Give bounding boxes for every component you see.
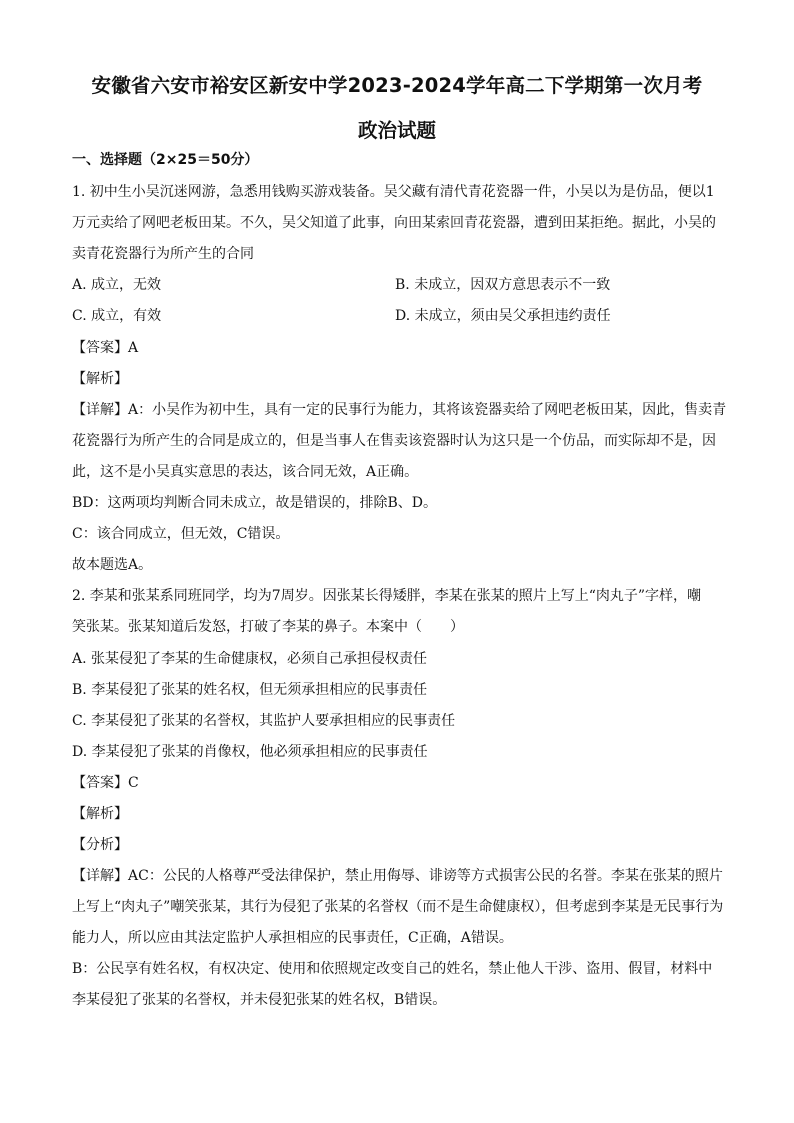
q2-detail-line2: 上写上“肉丸子”嘲笑张某，其行为侵犯了张某的名誉权（而不是生命健康权），但考虑到李某是无民事行为 (72, 899, 724, 915)
q1-option-c: C. 成立，有效 (72, 308, 162, 324)
q2-detail-line5: 李某侵犯了张某的名誉权，并未侵犯张某的姓名权，B错误。 (72, 992, 447, 1008)
q1-stem-line3: 卖青花瓷器行为所产生的合同 (72, 246, 254, 262)
q1-detail-line5: C：该合同成立，但无效，C错误。 (72, 526, 290, 542)
q2-option-b: B. 李某侵犯了张某的姓名权，但无须承担相应的民事责任 (72, 682, 428, 698)
q2-detail-line4: B：公民享有姓名权，有权决定、使用和依照规定改变自己的姓名，禁止他人干涉、盗用、假冒，材料中 (72, 961, 713, 977)
q1-option-d: D. 未成立，须由吴父承担违约责任 (395, 308, 611, 324)
q2-fenxi-label: 【分析】 (72, 837, 128, 853)
q2-option-a: A. 张某侵犯了李某的生命健康权，必须自己承担侵权责任 (72, 651, 428, 667)
q1-options-row2 (72, 306, 728, 326)
q1-stem-line2: 万元卖给了网吧老板田某。不久，吴父知道了此事，向田某索回青花瓷器，遭到田某拒绝。据此，小吴的 (72, 215, 716, 231)
section-heading: 一、选择题（2×25＝50分） (72, 152, 259, 168)
q1-analysis-label: 【解析】 (72, 371, 128, 387)
q1-option-b: B. 未成立，因双方意思表示不一致 (395, 277, 611, 293)
q2-stem-line1: 2. 李某和张某系同班同学，均为7周岁。因张某长得矮胖，李某在张某的照片上写上“肉丸子”字样，嘲 (72, 588, 702, 604)
q1-options-row1 (72, 275, 728, 295)
document-subtitle: 政治试题 (357, 119, 436, 142)
q2-answer: 【答案】C (72, 775, 139, 791)
q2-option-c: C. 李某侵犯了张某的名誉权，其监护人要承担相应的民事责任 (72, 713, 456, 729)
q1-detail-line3: 此，这不是小吴真实意思的表达，该合同无效，A正确。 (72, 464, 419, 480)
q2-option-d: D. 李某侵犯了张某的肖像权，他必须承担相应的民事责任 (72, 744, 428, 760)
q2-detail-line1: 【详解】AC：公民的人格尊严受法律保护，禁止用侮辱、诽谤等方式损害公民的名誉。李某在张某的照片 (72, 868, 723, 884)
q1-option-a: A. 成立，无效 (72, 277, 162, 293)
q1-answer: 【答案】A (72, 340, 139, 356)
q2-detail-line3: 能力人，所以应由其法定监护人承担相应的民事责任，C正确，A错误。 (72, 930, 513, 946)
q1-stem-line1: 1. 初中生小吴沉迷网游，急悉用钱购买游戏装备。吴父藏有清代青花瓷器一件，小吴以为是仿品，便以1 (72, 184, 715, 200)
q1-detail-line1: 【详解】A：小吴作为初中生，具有一定的民事行为能力，其将该瓷器卖给了网吧老板田某，因此，售卖青 (72, 402, 727, 418)
q1-detail-line2: 花瓷器行为所产生的合同是成立的，但是当事人在售卖该瓷器时认为这只是一个仿品，而实际却不是，因 (72, 433, 716, 449)
q1-conclusion: 故本题选A。 (72, 557, 153, 573)
document-title: 安徽省六安市裕安区新安中学2023-2024学年高二下学期第一次月考 (91, 74, 703, 97)
q2-analysis-label: 【解析】 (72, 806, 128, 822)
q2-stem-line2: 笑张某。张某知道后发怒，打破了李某的鼻子。本案中（ ） (72, 619, 464, 635)
q1-detail-line4: BD：这两项均判断合同未成立，故是错误的，排除B、D。 (72, 495, 438, 511)
